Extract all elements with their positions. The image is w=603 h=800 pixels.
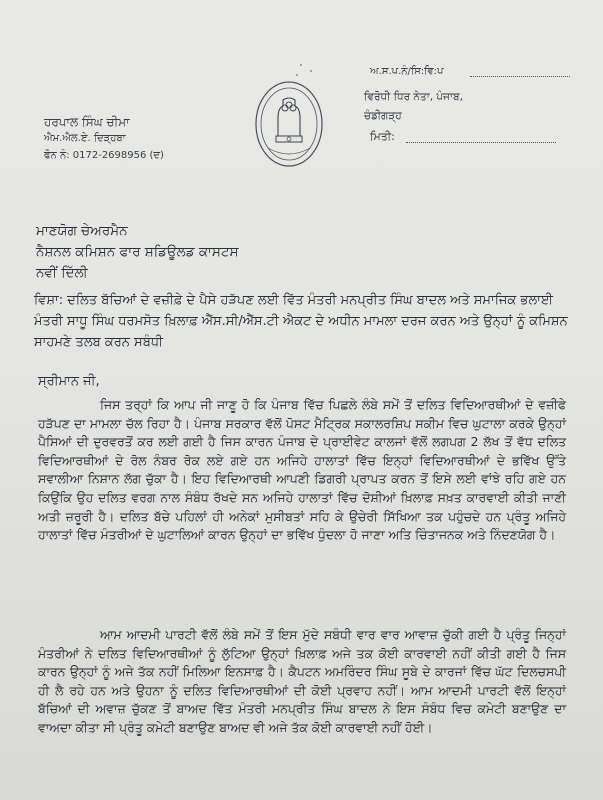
sender-name: ਹਰਪਾਲ ਸਿੰਘ ਚੀਮਾ: [44, 115, 130, 129]
office-city: ਚੰਡੀਗੜ੍ਹ: [364, 110, 402, 122]
office-title: ਵਿਰੋਧੀ ਧਿਰ ਨੇਤਾ, ਪੰਜਾਬ,: [364, 91, 463, 103]
sender-title: ਐਮ.ਐਲ.ਏ. ਦਿੜ੍ਹਬਾ: [44, 133, 126, 144]
body-paragraph-2: ਆਮ ਆਦਮੀ ਪਾਰਟੀ ਵੱਲੋਂ ਲੰਬੇ ਸਮੇਂ ਤੋਂ ਇਸ ਮੁੱਦੇ ਸਬੰਧੀ ਵਾਰ ਵਾਰ ਆਵਾਜ਼ ਚੁੱਕੀ ਗਈ ਹੈ ਪ੍ਰੰਤੂ ਜਿਨ੍ਹਾਂ ਮੰਤਰੀਆਂ ਨੇ ਦਲਿਤ ਵਿਦਿਆਰਥੀਆਂ ਨੂੰ ਲੁੱਟਿਆ ਉਨ੍ਹਾਂ ਖ਼ਿਲਾਫ਼ ਅਜੇ ਤਕ ਕੋਈ ਕਾਰਵਾਈ ਨਹੀਂ ਕੀਤੀ ਗਈ ਹੈ ਜਿਸ ਕਾਰਨ ਉਨ੍ਹਾਂ ਨੂੰ ਅਜੇ ਤੱਕ ਨਹੀਂ ਮਿਲਿਆ ਇਨਸਾਫ਼ ਹੈ। ਕੈਪਟਨ ਅਮਰਿੰਦਰ ਸਿੰਘ ਸੂਬੇ ਦੇ ਕਾਰਜਾਂ ਵਿੱਚ ਘੱਟ ਦਿਲਚਸਪੀ ਹੀ ਲੈ ਰਹੇ ਹਨ ਅਤੇ ਉਹਨਾ ਨੂੰ ਦਲਿਤ ਵਿਦਿਆਰਥੀਆਂ ਦੀ ਕੋਈ ਪ੍ਰਵਾਹ ਨਹੀਂ। ਆਮ ਆਦਮੀ ਪਾਰਟੀ ਵੱਲੋਂ ਇਨ੍ਹਾਂ ਬੱਚਿਆਂ ਦੀ ਅਵਾਜ਼ ਚੁੱਕਣ ਤੋਂ ਬਾਅਦ ਵਿੱਤ ਮੰਤਰੀ ਮਨਪ੍ਰੀਤ ਸਿੰਘ ਬਾਦਲ ਨੇ ਇਸ ਸੰਬੰਧ ਵਿਚ ਕਮੇਟੀ ਬਣਾਉਣ ਦਾ ਵਾਅਦਾ ਕੀਤਾ ਸੀ ਪ੍ਰੰਤੂ ਕਮੇਟੀ ਬਣਾਉਣ ਬਾਅਦ ਵੀ ਅਜੇ ਤੱਕ ਕੋਈ ਕਾਰਵਾਈ ਨਹੀਂ ਹੋਈ।: [38, 627, 566, 735]
paper-speck: [296, 74, 298, 76]
date-line: [406, 142, 556, 143]
body-paragraph-1: ਜਿਸ ਤਰ੍ਹਾਂ ਕਿ ਆਪ ਜੀ ਜਾਣੂ ਹੋ ਕਿ ਪੰਜਾਬ ਵਿੱਚ ਪਿਛਲੇ ਲੰਬੇ ਸਮੇਂ ਤੋਂ ਦਲਿਤ ਵਿਦਿਆਰਥੀਆਂ ਦੇ ਵਜ਼ੀਫੇ ਹੜੱਪਣ ਦਾ ਮਾਮਲਾ ਚੱਲ ਰਿਹਾ ਹੈ। ਪੰਜਾਬ ਸਰਕਾਰ ਵੱਲੋਂ ਪੋਸਟ ਮੈਟ੍ਰਿਕ ਸਕਾਲਰਸ਼ਿਪ ਸਕੀਮ ਵਿਚ ਘੁਟਾਲਾ ਕਰਕੇ ਉਨ੍ਹਾਂ ਪੈਸਿਆਂ ਦੀ ਦੁਰਵਰਤੋਂ ਕਰ ਲਈ ਗਈ ਹੈ ਜਿਸ ਕਾਰਨ ਪੰਜਾਬ ਦੇ ਪ੍ਰਾਈਵੇਟ ਕਾਲਜਾਂ ਵੱਲੋਂ ਲਗਪਗ 2 ਲੱਖ ਤੋਂ ਵੱਧ ਦਲਿਤ ਵਿਦਿਆਰਥੀਆਂ ਦੇ ਰੋਲ ਨੰਬਰ ਰੋਕ ਲਏ ਗਏ ਹਨ ਅਜਿਹੇ ਹਾਲਾਤਾਂ ਵਿੱਚ ਇਨ੍ਹਾਂ ਵਿਦਿਆਰਥੀਆਂ ਦੇ ਭਵਿੱਖ ਉੱਤੇ ਸਵਾਲੀਆ ਨਿਸ਼ਾਨ ਲੱਗ ਚੁੱਕਾ ਹੈ। ਇਹ ਵਿਦਿਆਰਥੀ ਆਪਣੀ ਡਿਗਰੀ ਪ੍ਰਾਪਤ ਕਰਨ ਤੋਂ ਇਸੇ ਲਈ ਵਾਂਝੇ ਰਹਿ ਗਏ ਹਨ ਕਿਉਂਕਿ ਉਹ ਦਲਿਤ ਵਰਗ ਨਾਲ ਸੰਬੰਧ ਰੱਖਦੇ ਸਨ ਅਜਿਹੇ ਹਾਲਾਤਾਂ ਵਿੱਚ ਦੋਸ਼ੀਆਂ ਖ਼ਿਲਾਫ਼ ਸਖ਼ਤ ਕਾਰਵਾਈ ਕੀਤੀ ਜਾਣੀ ਅਤੀ ਜ਼ਰੂਰੀ ਹੈ। ਦਲਿਤ ਬੱਚੇ ਪਹਿਲਾਂ ਹੀ ਅਨੇਕਾਂ ਮੁਸੀਬਤਾਂ ਸਹਿ ਕੇ ਉਚੇਰੀ ਸਿੱਖਿਆ ਤਕ ਪਹੁੰਚਦੇ ਹਨ ਪ੍ਰੰਤੂ ਅਜਿਹੇ ਹਾਲਾਤਾਂ ਵਿੱਚ ਮੰਤਰੀਆਂ ਦੇ ਘੁਟਾਲਿਆਂ ਕਾਰਨ ਉਨ੍ਹਾਂ ਦਾ ਭਵਿੱਖ ਧੁੰਦਲਾ ਹੋ ਜਾਣਾ ਅਤਿ ਚਿੰਤਾਜਨਕ ਅਤੇ ਨਿੰਦਣਯੋਗ ਹੈ।: [38, 397, 566, 543]
state-emblem-icon: [252, 78, 326, 170]
salutation: ਸ੍ਰੀਮਾਨ ਜੀ,: [38, 374, 100, 389]
paper-speck: [310, 70, 312, 72]
paper-speck: [300, 64, 302, 66]
reference-line: [470, 76, 570, 77]
recipient-line-1: ਮਾਣਯੋਗ ਚੇਅਰਮੈਨ: [36, 223, 128, 239]
recipient-line-2: ਨੈਸ਼ਨਲ ਕਮਿਸ਼ਨ ਫਾਰ ਸ਼ਡਿਊਲਡ ਕਾਸਟਸ: [36, 244, 239, 260]
subject-text: ਵਿਸ਼ਾ: ਦਲਿਤ ਬੱਚਿਆਂ ਦੇ ਵਜ਼ੀਫ਼ੇ ਦੇ ਪੈਸੇ ਹੜੱਪਣ ਲਈ ਵਿੱਤ ਮੰਤਰੀ ਮਨਪ੍ਰੀਤ ਸਿੰਘ ਬਾਦਲ ਅਤੇ ਸਮਾਜਿਕ ਭਲਾਈ ਮੰਤਰੀ ਸਾਧੂ ਸਿੰਘ ਧਰਮਸੋਤ ਖ਼ਿਲਾਫ਼ ਐੱਸ.ਸੀ/ਐੱਸ.ਟੀ ਐਕਟ ਦੇ ਅਧੀਨ ਮਾਮਲਾ ਦਰਜ ਕਰਨ ਅਤੇ ਉਨ੍ਹਾਂ ਨੂੰ ਕਮਿਸ਼ਨ ਸਾਹਮਣੇ ਤਲਬ ਕਰਨ ਸਬੰਧੀ: [34, 293, 568, 350]
sender-phone: ਫੋਨ ਨੰ: 0172-2698956 (ਦ): [44, 150, 164, 161]
recipient-line-3: ਨਵੀਂ ਦਿੱਲੀ: [36, 265, 88, 281]
reference-label: ਅ.ਸ.ਪ.ਨੰ/ਸਿ:ਵਿ:ਪ: [370, 66, 444, 77]
date-label: ਮਿਤੀ:: [370, 130, 395, 143]
